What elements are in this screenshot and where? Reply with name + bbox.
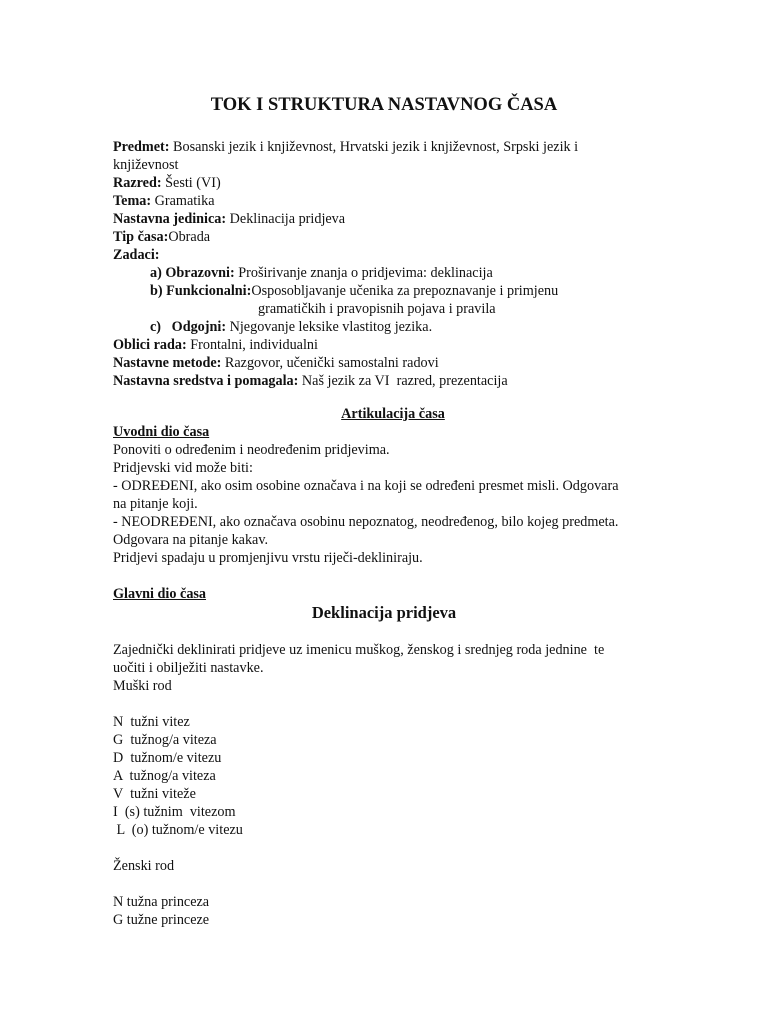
case-line: N tužna princeza — [113, 894, 210, 910]
uvodni-line: na pitanje koji. — [113, 496, 198, 512]
artikulacija-block — [113, 405, 673, 603]
intro-line: uočiti i obilježiti nastavke. — [113, 660, 264, 676]
meta-sredstva: Nastavna sredstva i pomagala: Naš jezik za VI razred, prezentacija — [113, 373, 508, 389]
intro-line: Zajednički deklinirati pridjeve uz imenicu muškog, ženskog i srednjeg roda jednine te — [113, 642, 605, 658]
meta-metode: Nastavne metode: Razgovor, učenički samostalni radovi — [113, 355, 439, 371]
uvodni-line: Pridjevi spadaju u promjenjivu vrstu riječi-dekliniraju. — [113, 550, 423, 566]
uvodni-line: - NEODREĐENI, ako označava osobinu nepoznatog, neodređenog, bilo kojeg predmeta. — [113, 514, 619, 530]
glavni-heading: Glavni dio časa — [113, 586, 207, 602]
case-line: N tužni vitez — [113, 714, 190, 730]
muski-rod-label: Muški rod — [113, 678, 172, 694]
meta-jedinica: Nastavna jedinica: Deklinacija pridjeva — [113, 211, 346, 227]
zadatak-odgojni: c) Odgojni: Njegovanje leksike vlastitog jezika. — [150, 319, 433, 335]
muski-rod-cases — [113, 713, 673, 839]
case-line: L (o) tužnom/e vitezu — [113, 822, 243, 838]
zadatak-obrazovni: a) Obrazovni: Proširivanje znanja o pridjevima: deklinacija — [150, 265, 493, 281]
uvodni-text — [113, 441, 673, 567]
document-title: TOK I STRUKTURA NASTAVNOG ČASA — [210, 95, 558, 115]
meta-tip: Tip časa:Obrada — [113, 229, 211, 245]
uvodni-heading: Uvodni dio časa — [113, 424, 210, 440]
case-line: I (s) tužnim vitezom — [113, 804, 236, 820]
lesson-meta — [113, 138, 673, 390]
meta-predmet-cont: književnost — [113, 157, 179, 173]
uvodni-line: Odgovara na pitanje kakav. — [113, 532, 269, 548]
case-line: G tužne princeze — [113, 912, 210, 928]
zadatak-funkcionalni-cont: gramatičkih i pravopisnih pojava i pravila — [258, 301, 496, 317]
uvodni-line: Ponoviti o određenim i neodređenim pridjevima. — [113, 442, 390, 458]
case-line: A tužnog/a viteza — [113, 768, 216, 784]
case-line: V tužni viteže — [113, 786, 196, 802]
meta-zadaci: Zadaci: — [113, 247, 160, 263]
zadatak-funkcionalni: b) Funkcionalni:Osposobljavanje učenika za prepoznavanje i primjenu — [150, 283, 559, 299]
section-title-deklinacija: Deklinacija pridjeva — [311, 603, 457, 622]
meta-oblici: Oblici rada: Frontalni, individualni — [113, 337, 318, 353]
zenski-rod-label: Ženski rod — [113, 858, 175, 874]
meta-predmet: Predmet: Bosanski jezik i književnost, Hrvatski jezik i književnost, Srpski jezik i — [113, 139, 579, 155]
deklinacija-block — [113, 641, 673, 929]
artikulacija-heading: Artikulacija časa — [341, 406, 445, 422]
uvodni-line: - ODREĐENI, ako osim osobine označava i na koji se određeni presmet misli. Odgovara — [113, 478, 619, 494]
case-line: D tužnom/e vitezu — [113, 750, 222, 766]
meta-tema: Tema: Gramatika — [113, 193, 215, 209]
zenski-rod-cases — [113, 893, 673, 929]
case-line: G tužnog/a viteza — [113, 732, 217, 748]
uvodni-line: Pridjevski vid može biti: — [113, 460, 253, 476]
deklinacija-intro — [113, 641, 673, 677]
meta-razred: Razred: Šesti (VI) — [113, 175, 221, 191]
